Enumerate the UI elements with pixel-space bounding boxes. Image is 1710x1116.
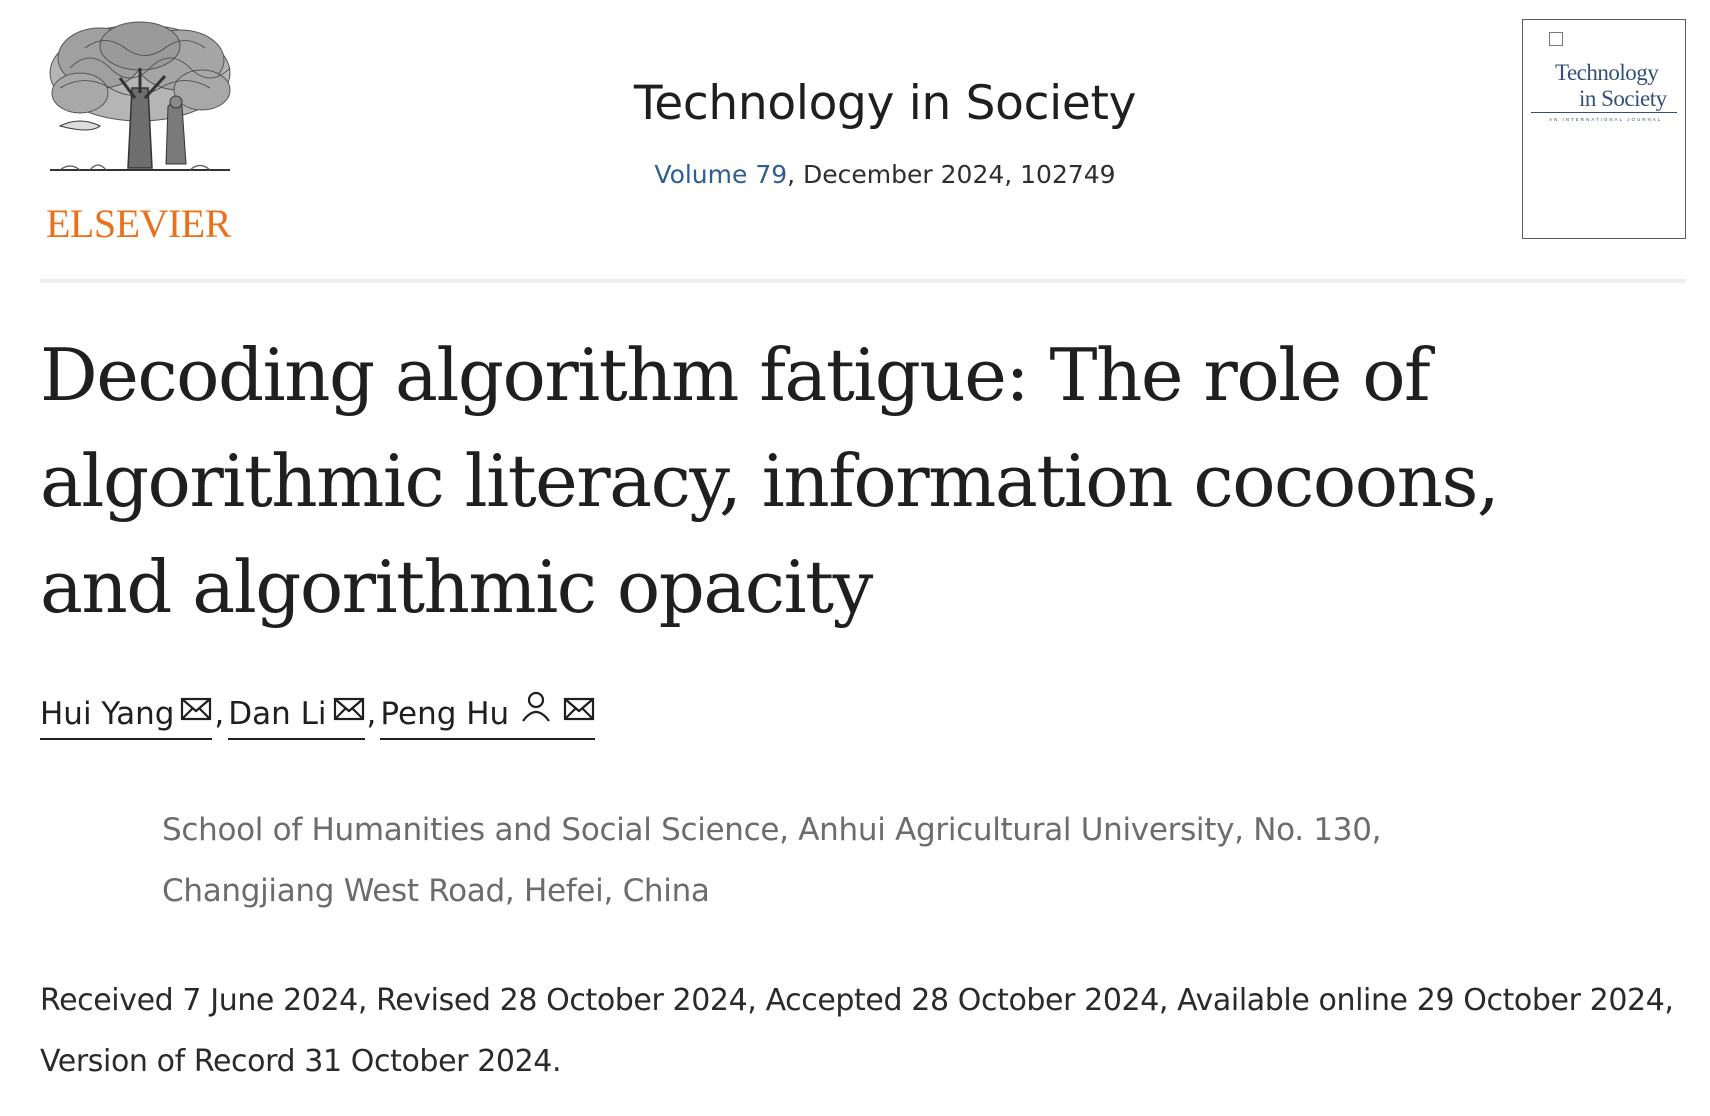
author-name: Hui Yang — [40, 696, 175, 732]
author-link-dan-li[interactable] — [228, 692, 364, 740]
author-separator: , — [366, 696, 377, 732]
article-title: Decoding algorithm fatigue: The role of algorithmic literacy, information cocoons, and algorithmic opacity — [40, 333, 1499, 629]
email-icon[interactable] — [333, 692, 365, 732]
author-link-peng-hu[interactable] — [380, 690, 595, 740]
cover-subtitle: AN INTERNATIONAL JOURNAL — [1549, 117, 1663, 122]
issue-details — [410, 160, 1360, 189]
author-separator: , — [214, 696, 225, 732]
publication-history: Received 7 June 2024, Revised 28 October 2024, Accepted 28 October 2024, Available online 29 October 2024, Version of Record 31 October 2024. — [40, 983, 1674, 1079]
author-link-hui-yang[interactable] — [40, 692, 212, 740]
email-icon[interactable] — [180, 692, 212, 732]
person-icon[interactable] — [521, 690, 551, 732]
article-header — [0, 0, 1710, 290]
author-name: Peng Hu — [380, 696, 510, 732]
cover-rule — [1531, 112, 1677, 113]
journal-title-link[interactable]: Technology in Society — [633, 76, 1137, 131]
publisher-wordmark: ELSEVIER — [46, 201, 231, 246]
tree-emblem-icon — [40, 18, 240, 198]
publisher-logo[interactable] — [40, 18, 240, 246]
author-affiliation: School of Humanities and Social Science, Anhui Agricultural University, No. 130, Changjiang West Road, Hefei, China — [162, 812, 1382, 909]
cover-title-line1: Technology — [1555, 60, 1659, 85]
volume-link[interactable]: Volume 79 — [654, 160, 788, 189]
author-list — [40, 690, 595, 742]
cover-emblem-icon — [1549, 32, 1563, 46]
author-name: Dan Li — [228, 696, 327, 732]
issue-date-and-article-number: , December 2024, 102749 — [787, 160, 1116, 189]
email-icon[interactable] — [563, 692, 595, 732]
journal-cover-thumbnail[interactable] — [1522, 19, 1686, 239]
cover-title-line2: in Society — [1579, 86, 1667, 111]
header-divider — [40, 279, 1686, 283]
